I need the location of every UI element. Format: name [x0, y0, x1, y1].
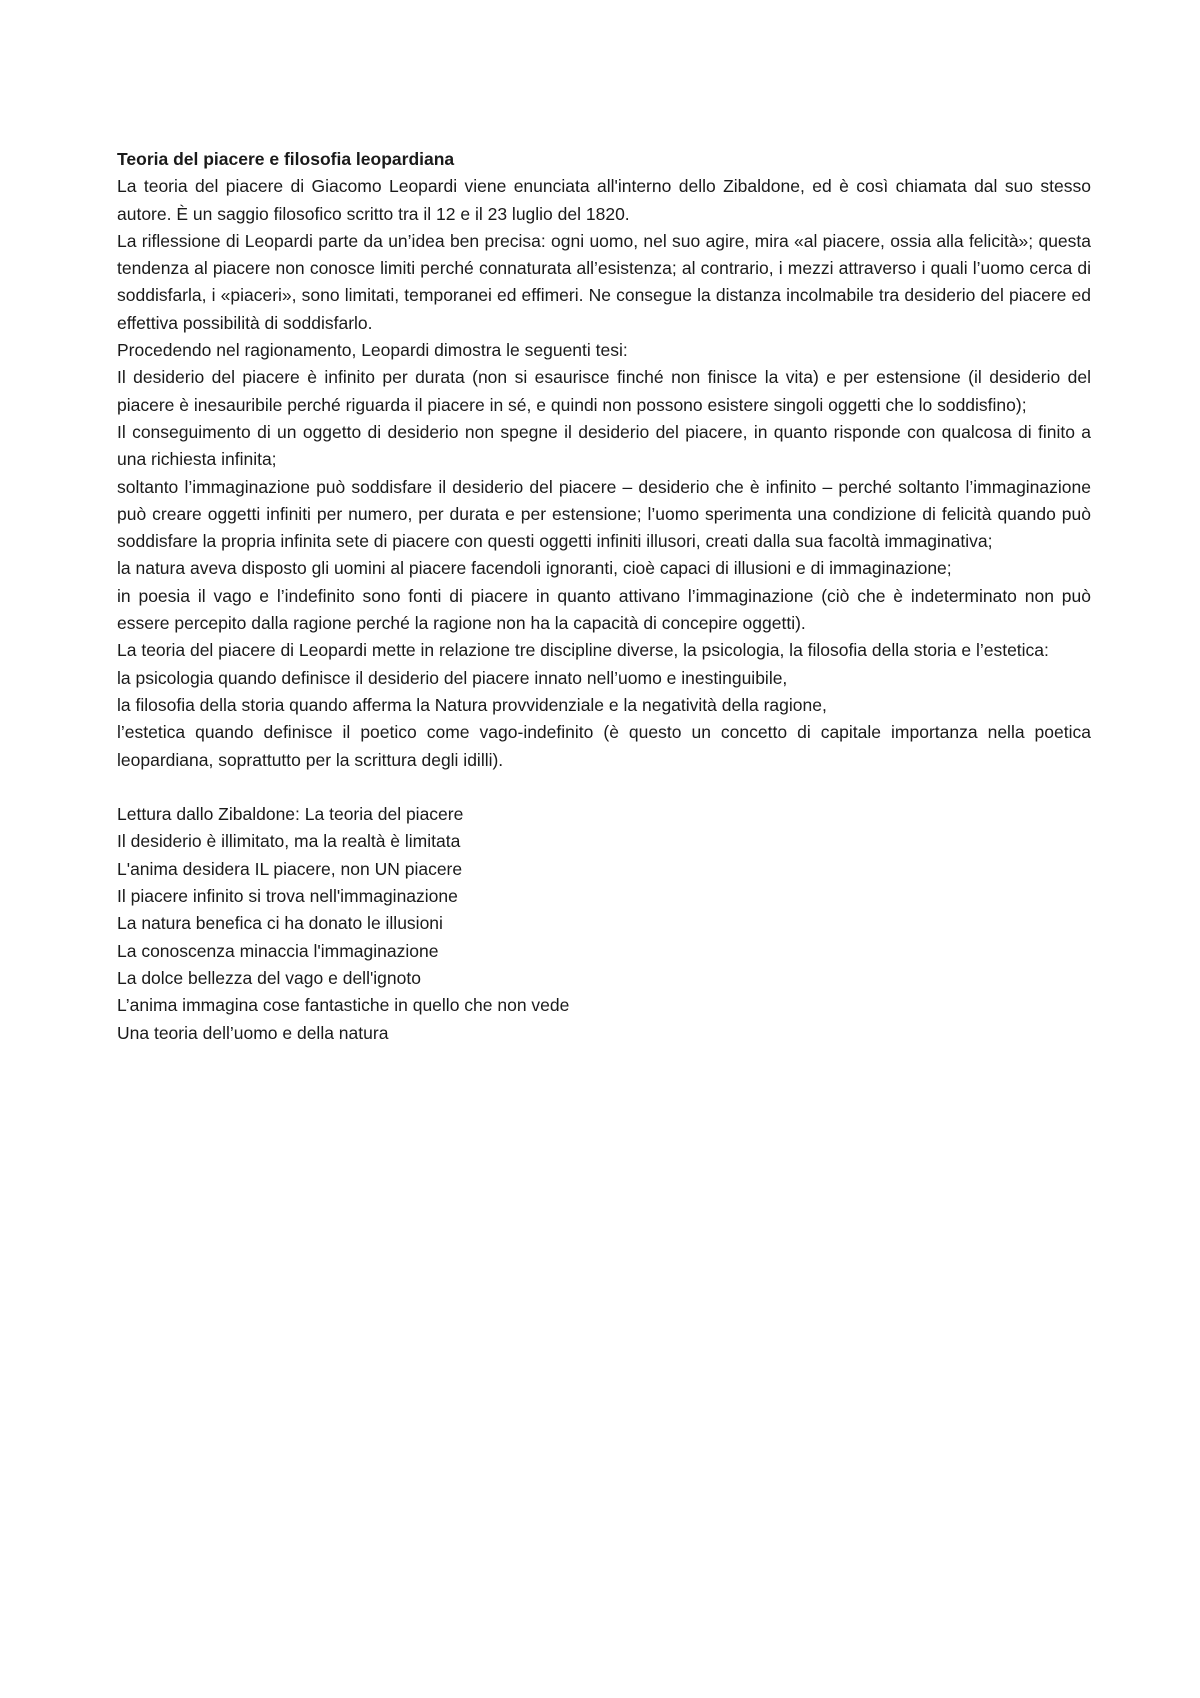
thesis-item: soltanto l’immaginazione può soddisfare il desiderio del piacere – desiderio che è infinito – perché soltanto l’immaginazione può creare oggetti infiniti per numero, per durata e per estensione; l’uomo sperimenta una condizione di felicità quando può soddisfare la propria infinita sete di piacere con questi oggetti infiniti illusori, creati dalla sua facoltà immaginativa;: [117, 476, 1091, 552]
thesis-item: Il conseguimento di un oggetto di desiderio non spegne il desiderio del piacere, in quanto risponde con qualcosa di finito a una richiesta infinita;: [117, 421, 1091, 470]
reading-title: Lettura dallo Zibaldone: La teoria del piacere: [117, 804, 464, 825]
disciplines-intro: La teoria del piacere di Leopardi mette in relazione tre discipline diverse, la psicologia, la filosofia della storia e l’estetica:: [117, 640, 1049, 661]
reading-item: Il desiderio è illimitato, ma la realtà è limitata: [117, 831, 461, 852]
document-body: [117, 146, 1091, 1047]
intro-paragraph: La teoria del piacere di Giacomo Leopardi viene enunciata all'interno dello Zibaldone, ed è così chiamata dal suo stesso autore. È un saggio filosofico scritto tra il 12 e il 23 luglio del 1820.: [117, 176, 1091, 224]
reflection-paragraph: La riflessione di Leopardi parte da un’idea ben precisa: ogni uomo, nel suo agire, mira «al piacere, ossia alla felicità»; questa tendenza al piacere non conosce limiti perché connaturata all’esistenza; al contrario, i mezzi attraverso i quali l’uomo cerca di soddisfarla, i «piaceri», sono limitati, temporanei ed effimeri. Ne consegue la distanza incolmabile tra desiderio del piacere ed effettiva possibilità di soddisfarlo.: [117, 230, 1091, 333]
thesis-item: la natura aveva disposto gli uomini al piacere facendoli ignoranti, cioè capaci di illusioni e di immaginazione;: [117, 558, 952, 579]
reading-item: L'anima desidera IL piacere, non UN piacere: [117, 858, 463, 879]
document-title: Teoria del piacere e filosofia leopardiana: [117, 149, 455, 169]
reading-item: La natura benefica ci ha donato le illusioni: [117, 913, 443, 934]
thesis-item: Il desiderio del piacere è infinito per durata (non si esaurisce finché non finisce la vita) e per estensione (il desiderio del piacere è inesauribile perché riguarda il piacere in sé, e quindi non possono esistere singoli oggetti che lo soddisfino);: [117, 367, 1091, 415]
reading-item: L’anima immagina cose fantastiche in quello che non vede: [117, 995, 570, 1016]
reading-list: [117, 828, 1091, 1046]
discipline-item: la psicologia quando definisce il desiderio del piacere innato nell’uomo e inestinguibile,: [117, 667, 788, 688]
discipline-item: l’estetica quando definisce il poetico come vago-indefinito (è questo un concetto di capitale importanza nella poetica leopardiana, soprattutto per la scrittura degli idilli).: [117, 722, 1091, 770]
reading-item: Una teoria dell’uomo e della natura: [117, 1022, 389, 1043]
disciplines-list: [117, 665, 1091, 774]
theses-list: [117, 364, 1091, 637]
thesis-item: in poesia il vago e l’indefinito sono fonti di piacere in quanto attivano l’immaginazione (ciò che è indeterminato non può essere percepito dalla ragione perché la ragione non ha la capacità di concepire oggetti).: [117, 585, 1091, 634]
reading-item: Il piacere infinito si trova nell'immaginazione: [117, 886, 458, 907]
theses-intro: Procedendo nel ragionamento, Leopardi dimostra le seguenti tesi:: [117, 340, 628, 361]
section-spacer: [117, 774, 1091, 801]
reading-item: La conoscenza minaccia l'immaginazione: [117, 940, 439, 961]
reading-item: La dolce bellezza del vago e dell'ignoto: [117, 967, 421, 988]
discipline-item: la filosofia della storia quando afferma la Natura provvidenziale e la negatività della ragione,: [117, 694, 827, 715]
